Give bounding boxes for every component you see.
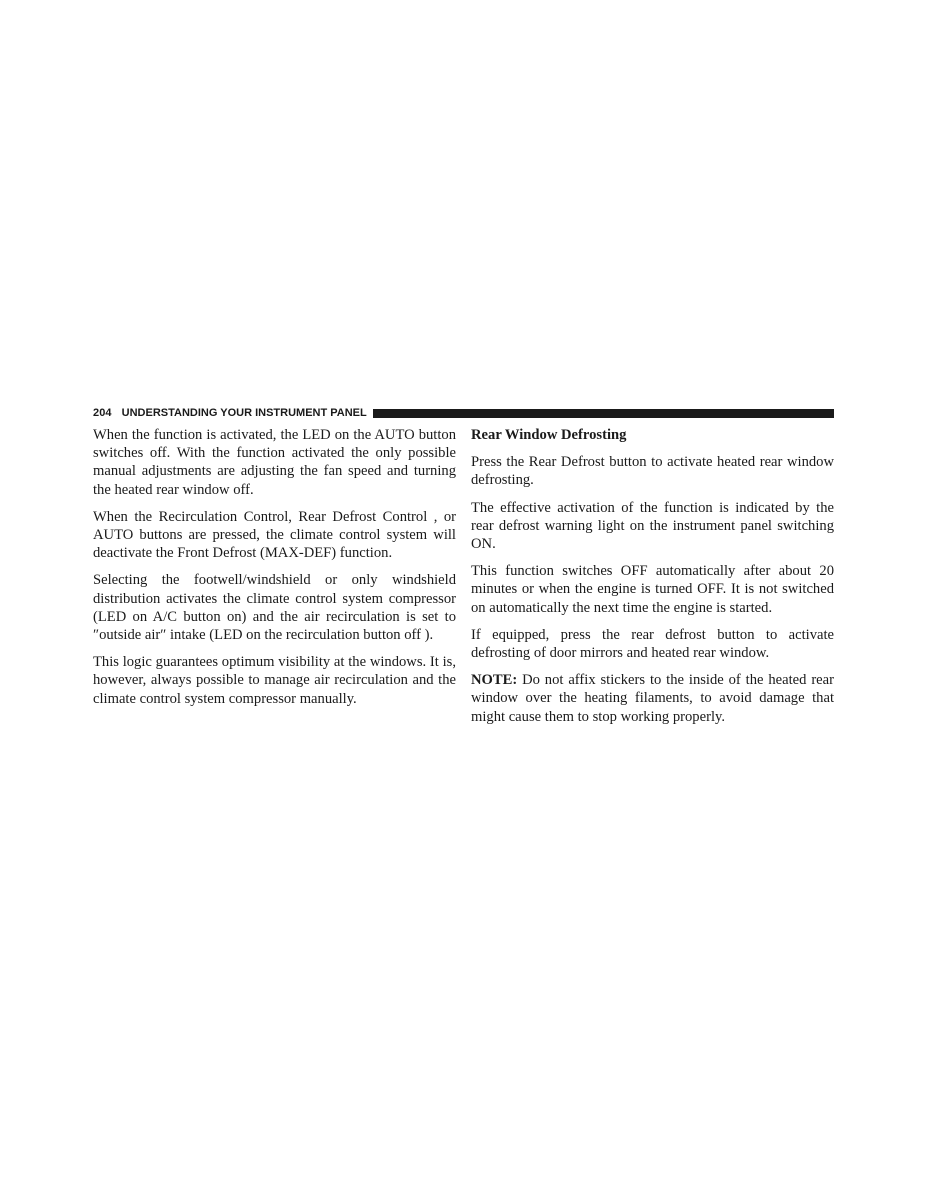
paragraph: The effective activation of the function is indicated by the rear defrost warning light on the instrument panel switching ON.: [471, 499, 834, 553]
left-column: [93, 426, 456, 717]
paragraph: Press the Rear Defrost button to activate heated rear window defrosting.: [471, 454, 834, 489]
page-number: 204: [93, 407, 112, 419]
paragraph: When the Recirculation Control, Rear Defrost Control , or AUTO buttons are pressed, the climate control system will deactivate the Front Defrost (MAX-DEF) function.: [93, 508, 456, 562]
paragraph: If equipped, press the rear defrost button to activate defrosting of door mirrors and heated rear window.: [471, 626, 834, 662]
page-header: [93, 406, 834, 420]
note-label: NOTE:: [471, 672, 518, 689]
paragraph: This function switches OFF automatically after about 20 minutes or when the engine is turned OFF. It is not switched on automatically the next time the engine is started.: [471, 563, 834, 616]
paragraph: Selecting the footwell/windshield or only windshield distribution activates the climate control system compressor (LED on A/C button on) and the air recirculation is set to ″outside air″ intake (LED on the recirculation button off ).: [93, 572, 456, 644]
paragraph: This logic guarantees optimum visibility at the windows. It is, however, always possible to manage air recirculation and the climate control system compressor manually.: [93, 654, 456, 707]
paragraph: When the function is activated, the LED on the AUTO button switches off. With the function activated the only possible manual adjustments are adjusting the fan speed and turning the heated rear window off.: [93, 427, 456, 498]
section-heading: Rear Window Defrosting: [471, 427, 627, 443]
note-paragraph: [471, 671, 834, 726]
note-text: Do not affix stickers to the inside of the heated rear window over the heating filaments, to avoid damage that might cause them to stop working properly.: [471, 672, 834, 725]
header-rule: [373, 409, 834, 418]
section-title: UNDERSTANDING YOUR INSTRUMENT PANEL: [121, 407, 367, 419]
right-column: [471, 426, 834, 735]
